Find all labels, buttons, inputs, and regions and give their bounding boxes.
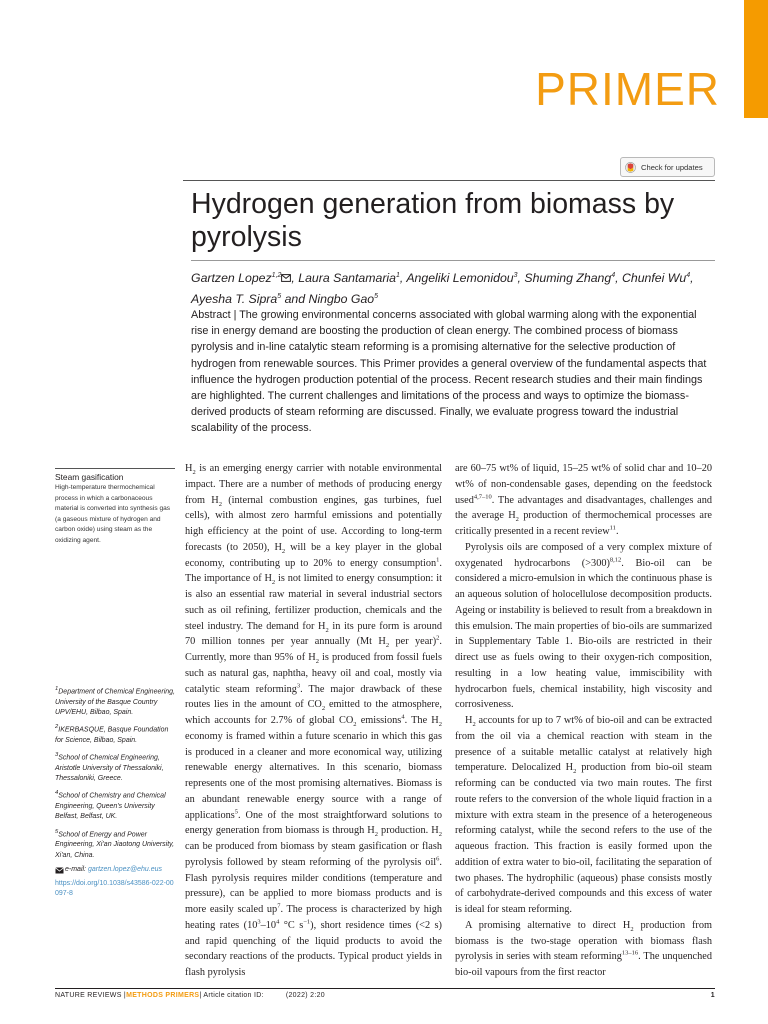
footer-journal: NATURE REVIEWS | (55, 992, 127, 999)
author-list: Gartzen Lopez$^{1,2}$ , Laura Santamaria$^1$, Angeliki Lemonidou$^3$, Shuming Zhang$^4$, Chunfei Wu$^4$, Ayesha T. Sipra$^5$ and Ningbo Gao$^5$ (191, 271, 694, 306)
crossmark-icon (625, 162, 636, 173)
author-affiliation-number: 4 (686, 272, 691, 279)
header-rule (183, 180, 715, 181)
check-for-updates-button[interactable] (620, 157, 715, 177)
glossary-note (55, 468, 175, 546)
email-row (55, 865, 177, 875)
abstract: Abstract | The growing environmental concerns associated with global warming along with the exponential rise in energy demand are boosting the production of clean energy. The combined process of biomass pyrolysis and in-line catalytic steam reforming is a promising alternative for the selective production of hydrogen from renewable sources. This Primer provides a general overview of the fundamental aspects that influence the hydrogen production potential of the process. Recent research studies and their main findings are highlighted. The current challenges and limitations of the process and ways to optimize the biomass-derived products of steam reforming are discussed. Finally, we evaluate progress toward the industrial scalability of the process. (191, 309, 707, 435)
page-number: 1 (710, 992, 715, 999)
author-affiliation-number: 5 (277, 292, 282, 300)
envelope-icon[interactable] (281, 274, 291, 282)
affiliation-item: $^5$School of Energy and Power Engineering, Xi'an Jiaotong University, Xi'an, China. (55, 828, 175, 859)
body-paragraph: $H_2$ accounts for up to 7 wt% of bio-oil and can be extracted from the oil via a chemical reaction with steam in the presence of a suitable metallic catalyst at relatively high temperature. Delocalized $H_2$ production from bio-oil steam reforming can be conducted via two main routes. The first route refers to the conversion of the whole liquid fraction in a mixture with extra steam in the presence of a heterogeneous reforming catalyst, while the second refers to the use of the aqueous fraction. This fraction is easily formed upon the addition of extra water to bio-oil, facilitating the separation of two phases. The hydrophilic (aqueous) phase consists mostly of carbohydrate-derived compounds and this excess of water is ideal for steam reforming. (455, 715, 712, 915)
body-paragraph: are 60–75 wt% of liquid, 15–25 wt% of solid char and 10–20 wt% of non-condensable gases, depending on the feedstock used$^{4,7-10}$. The advantages and disadvantages, challenges and the average $H_2$ production of thermochemical processes are critically presented in a recent review$^{11}$. (455, 463, 713, 537)
doi-link[interactable]: https://doi.org/10.1038/s43586-022-00097-8 (55, 880, 174, 898)
body-paragraph: $H_2$ is an emerging energy carrier with notable environmental impact. There are a number of methods of producing energy from $H_2$ (internal combustion engines, gas turbines, fuel cells), with almost zero harmful emissions and potentially high efficiency at the point of use. According to long-term forecasts (to 2050), $H_2$ will be a key player in the global economy, contributing up to 20% to energy consumption$^1$. The importance of $H_2$ is not limited to energy consumption: it is also an essential raw material in several industrial sectors such as oil refining, fertilizer production, chemicals and the steel industry. The demand for $H_2$ in its pure form is around 70 million tonnes per year annually (Mt $H_2$ per year)$^2$. Currently, more than 95% of $H_2$ is produced from fossil fuels such as natural gas, naphtha, heavy oil and coal, mostly via catalytic steam reforming$^3$. The major drawback of these routes lies in the amount of $CO_2$ emitted to the atmosphere, which accounts for 2.7% of global $CO_2$ emissions$^4$. The $H_2$ economy is framed within a future scenario in which this gas is produced in a cleaner and more economical way, utilizing renewable energy alternatives. In this scenario, biomass represents one of the most promising alternatives. Biomass is an abundant renewable energy source with a range of applications$^5$. One of the most straightforward solutions to energy generation from biomass is through $H_2$ production. $H_2$ can be produced from biomass by steam gasification or flash pyrolysis followed by steam reforming of the pyrolysis oil$^6$. Flash pyrolysis requires milder conditions (temperature and pressure), can be applied to more biomass products and is more easily scaled $up^7$. The process is characterized by high heating rates ($10^3-10^4$ °C $s^{-1}$), short residence times (<2 s) and rapid quenching of the liquid products to avoid the secondary reactions of the products. Typical product yields in flash pyrolysis (185, 463, 443, 978)
body-column-2 (455, 461, 712, 981)
check-for-updates-label: Check for updates (641, 162, 703, 172)
author-affiliation-number: 4 (611, 272, 616, 279)
author-name: Ayesha T. Sipra (191, 291, 278, 306)
affiliation-list (55, 684, 177, 861)
glossary-rule (55, 468, 175, 469)
author-name: Angeliki Lemonidou (406, 271, 514, 286)
body-paragraph: Pyrolysis oils are composed of a very complex mixture of oxygenated hydrocarbons (>300)$^{8,12}$. Bio-oil can be considered a micro-emulsion in which the continuous phase is an aqueous solution of holocellulose decomposition products. Ageing or instability is believed to result from a breakdown in this emulsion. The main properties of bio-oils are summarized in Supplementary Table 1. Bio-oils are restricted in their direct use as fuels owing to their oxygen-rich composition, resulting in a low heating value, immiscibility with hydrocarbon fuels, chemical instability, high viscosity and corrosiveness. (455, 541, 713, 711)
section-color-bar (744, 0, 768, 118)
glossary-definition: High-temperature thermochemical process in which a carbonaceous material is converted into synthesis gas (a gaseous mixture of hydrogen and carbon oxide) using steam as the oxidizing agent. (55, 484, 171, 544)
author-name: Gartzen Lopez (191, 271, 272, 286)
author-affiliation-number: 1,2 (271, 272, 282, 279)
email-link[interactable]: gartzen.lopez@ehu.eus (87, 865, 162, 873)
section-label: PRIMER (535, 63, 720, 115)
author-name: Shuming Zhang (524, 271, 612, 286)
affiliation-item: $^4$School of Chemistry and Chemical Engineering, Queen's University Belfast, Belfast, UK. (55, 790, 166, 821)
body-column-1 (185, 461, 442, 981)
affiliations (55, 684, 177, 900)
glossary-term: Steam gasification (55, 472, 124, 482)
author-affiliation-number: 1 (396, 272, 400, 279)
envelope-icon (55, 867, 64, 874)
affiliation-item: $^1$Department of Chemical Engineering, University of the Basque Country UPV/EHU, Bilbao, Spain. (55, 686, 175, 716)
footer-citation-label: | Article citation ID: (199, 992, 264, 999)
body-paragraph: A promising alternative to direct $H_2$ production from biomass is the two-stage operation with biomass flash pyrolysis in series with steam reforming$^{13-16}$. The unquenched bio-oil vapours from the first reactor (455, 919, 712, 978)
affiliation-item: $^3$School of Chemical Engineering, Aristotle University of Thessaloniki, Thessaloniki, Greece. (55, 752, 164, 783)
title-rule (191, 260, 715, 261)
footer-series: METHODS PRIMERS (126, 992, 200, 999)
author-name: Ningbo Gao (308, 291, 375, 306)
author-affiliation-number: 5 (374, 292, 379, 300)
footer-rule (55, 988, 715, 989)
page-footer (55, 992, 715, 999)
author-name: Laura Santamaria (298, 271, 397, 286)
article-title: Hydrogen generation from biomass by pyrolysis (191, 188, 675, 253)
affiliation-item: $^2$IKERBASQUE, Basque Foundation for Science, Bilbao, Spain. (55, 724, 169, 744)
footer-year: (2022) 2:20 (285, 992, 325, 999)
author-affiliation-number: 3 (513, 272, 518, 279)
author-name: Chunfei Wu (621, 271, 687, 286)
email-label: e-mail: (65, 865, 88, 873)
